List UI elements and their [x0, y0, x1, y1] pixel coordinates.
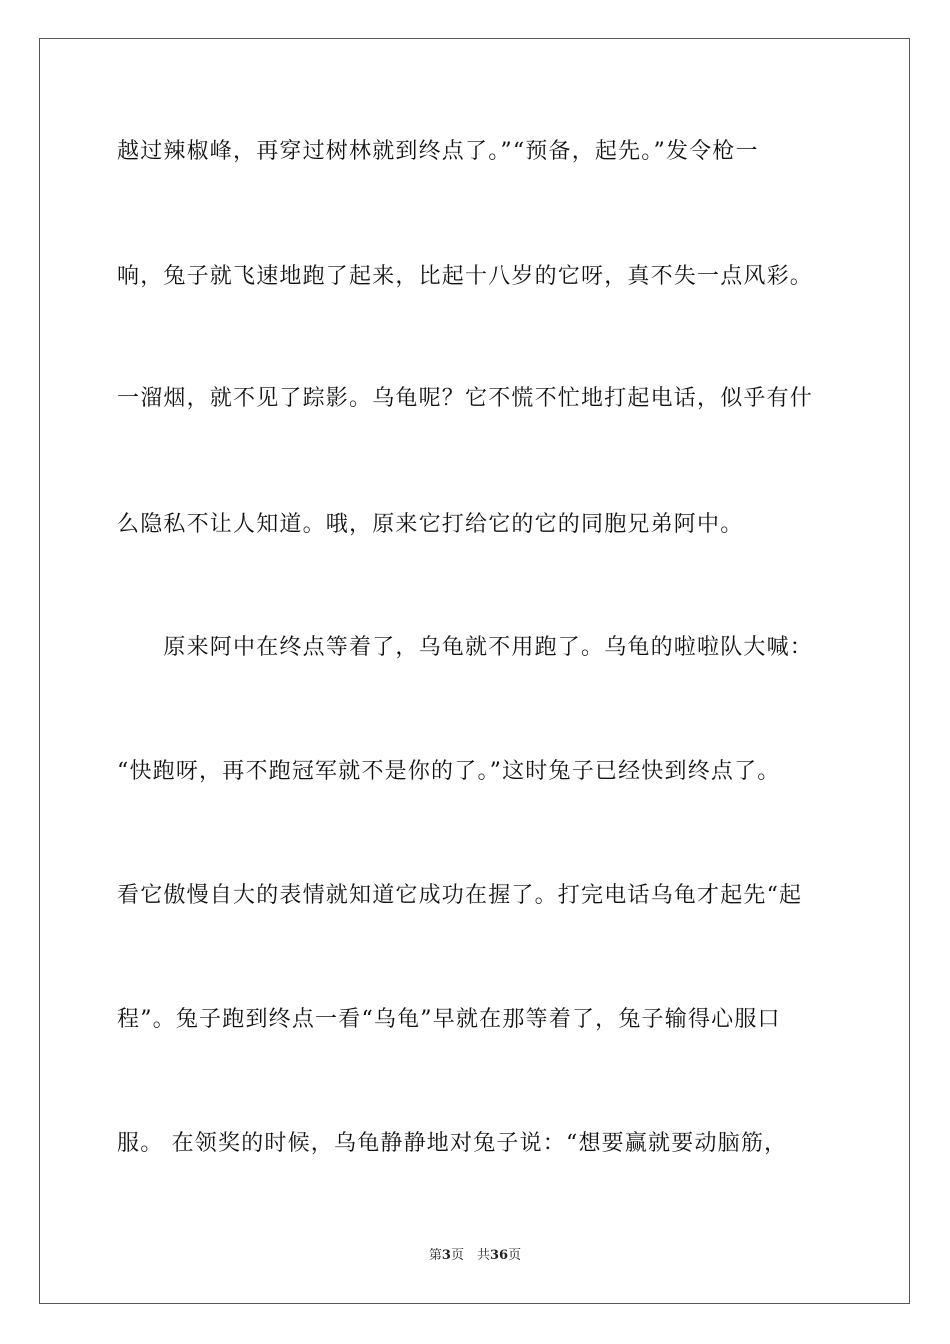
page-footer [0, 1247, 950, 1265]
body-text-line: 越过辣椒峰，再穿过树林就到终点了。”“预备，起先。”发令枪一 [117, 139, 759, 164]
body-text-line: 看它傲慢自大的表情就知道它成功在握了。打完电话乌龟才起先“起 [117, 883, 803, 908]
body-text-line: 原来阿中在终点等着了，乌龟就不用跑了。乌龟的啦啦队大喊： [117, 635, 814, 660]
footer-total-pages: 36 [489, 1248, 509, 1263]
body-text-line: 一溜烟，就不见了踪影。乌龟呢？它不慌不忙地打起电话，似乎有什 [117, 386, 814, 411]
body-text-line: “快跑呀，再不跑冠军就不是你的了。”这时兔子已经快到终点了。 [117, 759, 781, 784]
body-text-line: 程”。兔子跑到终点一看“乌龟”早就在那等着了，兔子输得心服口 [117, 1007, 781, 1032]
body-text-line: 响，兔子就飞速地跑了起来，比起十八岁的它呀，真不失一点风彩。 [117, 264, 814, 289]
footer-current-page: 3 [441, 1248, 451, 1263]
body-text-line: 服。 在领奖的时候，乌龟静静地对兔子说：“想要赢就要动脑筋， [117, 1131, 788, 1156]
footer-suffix: 页 [508, 1248, 522, 1263]
footer-mid: 页 共 [450, 1248, 490, 1263]
page-border [39, 38, 910, 1304]
footer-prefix: 第 [428, 1248, 442, 1263]
body-text-line: 么隐私不让人知道。哦，原来它打给它的它的同胞兄弟阿中。 [117, 512, 744, 537]
